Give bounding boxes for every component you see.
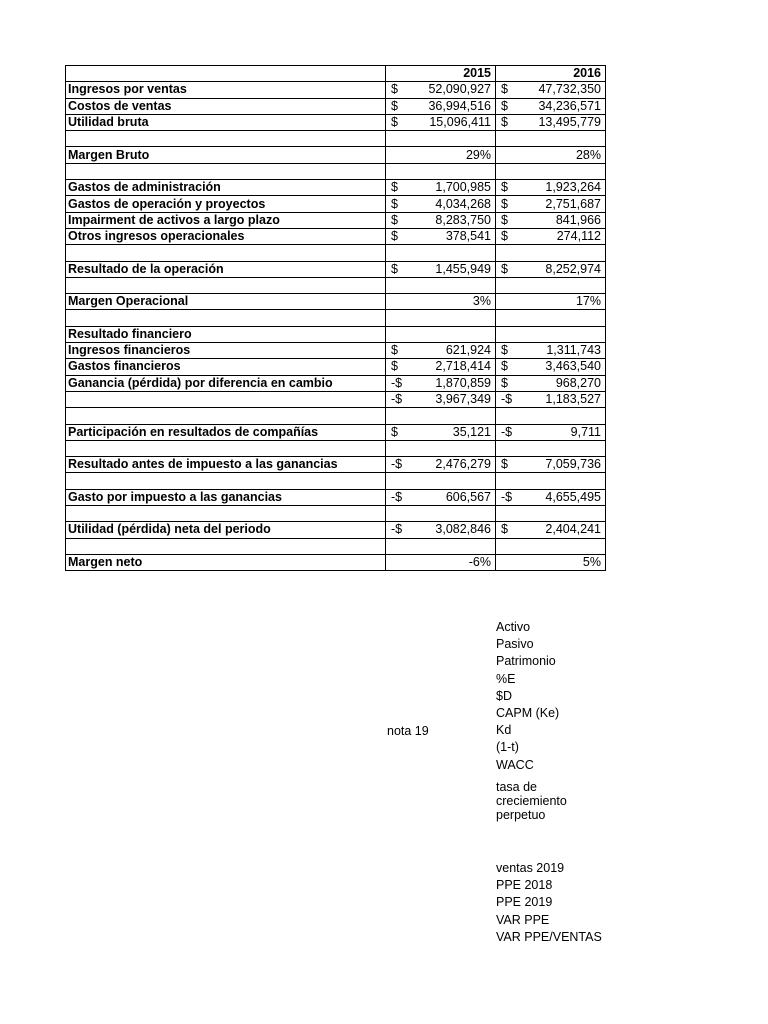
row-label-cell[interactable]: Margen Bruto: [66, 147, 386, 163]
table-row: [66, 326, 606, 342]
value-cell-2015[interactable]: [386, 261, 496, 277]
table-row: [66, 440, 606, 456]
row-label-cell[interactable]: Participación en resultados de compañías: [66, 424, 386, 440]
amount-value: 1,183,527: [545, 392, 601, 407]
currency-symbol: $: [391, 196, 398, 211]
value-cell-2015[interactable]: [386, 212, 496, 228]
amount-value: 1,311,743: [546, 343, 601, 358]
currency-symbol: -$: [391, 375, 403, 390]
value-cell-2016[interactable]: [496, 424, 606, 440]
value-cell-2016[interactable]: [496, 326, 606, 342]
table-row: [66, 538, 606, 554]
value-cell-2016[interactable]: [496, 408, 606, 424]
header-label-cell[interactable]: [66, 66, 386, 82]
currency-symbol: $: [391, 115, 398, 130]
row-label-cell[interactable]: [66, 310, 386, 326]
value-cell-2015[interactable]: [386, 457, 496, 473]
amount-value: 3,463,540: [545, 359, 601, 374]
row-label-cell[interactable]: [66, 440, 386, 456]
currency-symbol: $: [391, 261, 398, 276]
ppe-params-list: [496, 860, 602, 946]
value-cell-2016[interactable]: [496, 261, 606, 277]
currency-symbol: $: [391, 343, 398, 358]
table-row: [66, 196, 606, 212]
header-2015: 2015: [463, 66, 491, 81]
currency-symbol: $: [391, 82, 398, 97]
row-label-cell[interactable]: [66, 506, 386, 522]
table-row: [66, 163, 606, 179]
table-row: [66, 506, 606, 522]
value-cell-2016[interactable]: [496, 228, 606, 244]
header-2016-cell[interactable]: [496, 66, 606, 82]
value-cell-2016[interactable]: [496, 506, 606, 522]
amount-value: 17%: [575, 294, 601, 309]
amount-value: 35,121: [452, 424, 491, 439]
value-cell-2016[interactable]: [496, 147, 606, 163]
table-row: [66, 114, 606, 130]
table-row: [66, 489, 606, 505]
row-label-cell[interactable]: Ganancia (pérdida) por diferencia en cambio: [66, 375, 386, 391]
value-cell-2016[interactable]: [496, 375, 606, 391]
row-label-cell[interactable]: Resultado antes de impuesto a las ganancias: [66, 457, 386, 473]
value-cell-2016[interactable]: [496, 163, 606, 179]
row-label-cell[interactable]: Costos de ventas: [66, 98, 386, 114]
value-cell-2015[interactable]: [386, 180, 496, 196]
currency-symbol: $: [391, 180, 398, 195]
amount-value: 1,700,985: [435, 180, 491, 195]
amount-value: 8,252,974: [545, 261, 601, 276]
value-cell-2016[interactable]: [496, 554, 606, 570]
value-cell-2015[interactable]: [386, 245, 496, 261]
table-row: [66, 359, 606, 375]
row-label-cell[interactable]: Ingresos financieros: [66, 343, 386, 359]
table-row: [66, 375, 606, 391]
value-cell-2015[interactable]: [386, 228, 496, 244]
value-cell-2016[interactable]: [496, 538, 606, 554]
amount-value: 968,270: [555, 375, 601, 390]
table-row: [66, 147, 606, 163]
currency-symbol: $: [501, 229, 508, 244]
row-label-cell[interactable]: Margen Operacional: [66, 294, 386, 310]
row-label-cell[interactable]: [66, 277, 386, 293]
currency-symbol: $: [501, 98, 508, 113]
row-label-cell[interactable]: [66, 473, 386, 489]
amount-value: 9,711: [570, 424, 601, 439]
param-pasivo: Pasivo: [496, 637, 534, 652]
amount-value: 47,732,350: [538, 82, 601, 97]
value-cell-2016[interactable]: [496, 310, 606, 326]
currency-symbol: $: [501, 375, 508, 390]
value-cell-2016[interactable]: [496, 294, 606, 310]
amount-value: 5%: [582, 555, 601, 570]
value-cell-2016[interactable]: [496, 82, 606, 98]
row-label-cell[interactable]: Resultado de la operación: [66, 261, 386, 277]
table-row: [66, 131, 606, 147]
value-cell-2016[interactable]: [496, 473, 606, 489]
row-label-cell[interactable]: [66, 538, 386, 554]
amount-value: 3,082,846: [435, 522, 491, 537]
value-cell-2016[interactable]: [496, 457, 606, 473]
currency-symbol: -$: [391, 457, 403, 472]
amount-value: 3%: [472, 294, 491, 309]
amount-value: -6%: [468, 555, 491, 570]
currency-symbol: $: [501, 180, 508, 195]
currency-symbol: -$: [501, 489, 513, 504]
row-label-cell[interactable]: Otros ingresos operacionales: [66, 228, 386, 244]
value-cell-2016[interactable]: [496, 114, 606, 130]
wacc-params-list: [496, 619, 606, 822]
table-row: [66, 424, 606, 440]
amount-value: 378,541: [445, 229, 491, 244]
value-cell-2016[interactable]: [496, 131, 606, 147]
row-label-cell[interactable]: Margen neto: [66, 554, 386, 570]
header-row: [66, 66, 606, 82]
value-cell-2015[interactable]: [386, 375, 496, 391]
amount-value: 2,751,687: [545, 196, 601, 211]
value-cell-2016[interactable]: [496, 359, 606, 375]
row-label-cell[interactable]: Gastos financieros: [66, 359, 386, 375]
value-cell-2016[interactable]: [496, 343, 606, 359]
currency-symbol: -$: [501, 392, 513, 407]
amount-value: 29%: [465, 147, 491, 162]
row-label-cell[interactable]: Impairment de activos a largo plazo: [66, 212, 386, 228]
currency-symbol: $: [391, 212, 398, 227]
currency-symbol: $: [391, 424, 398, 439]
param-1-t: (1-t): [496, 740, 519, 755]
amount-value: 34,236,571: [538, 98, 601, 113]
row-label-cell[interactable]: [66, 163, 386, 179]
param-var-ppe: VAR PPE: [496, 912, 550, 927]
value-cell-2015[interactable]: [386, 82, 496, 98]
row-label-cell[interactable]: Utilidad bruta: [66, 114, 386, 130]
param-activo: Activo: [496, 620, 531, 634]
value-cell-2016[interactable]: [496, 245, 606, 261]
value-cell-2015[interactable]: [386, 424, 496, 440]
value-cell-2015[interactable]: [386, 522, 496, 538]
value-cell-2015[interactable]: [386, 408, 496, 424]
table-row: [66, 310, 606, 326]
table-row: [66, 457, 606, 473]
amount-value: 1,923,264: [545, 180, 601, 195]
table-row: [66, 261, 606, 277]
value-cell-2015[interactable]: [386, 196, 496, 212]
param-capm: CAPM (Ke): [496, 706, 560, 721]
value-cell-2015[interactable]: [386, 163, 496, 179]
amount-value: 621,924: [445, 343, 491, 358]
table-row: [66, 343, 606, 359]
value-cell-2016[interactable]: [496, 277, 606, 293]
table-row: [66, 294, 606, 310]
value-cell-2015[interactable]: [386, 277, 496, 293]
row-label-cell[interactable]: [66, 131, 386, 147]
currency-symbol: $: [501, 359, 508, 374]
amount-value: 1,870,859: [435, 375, 491, 390]
value-cell-2015[interactable]: [386, 440, 496, 456]
currency-symbol: $: [501, 522, 508, 537]
param-patrimonio: Patrimonio: [496, 654, 556, 669]
amount-value: 2,404,241: [545, 522, 601, 537]
amount-value: 4,655,495: [545, 489, 601, 504]
currency-symbol: $: [391, 98, 398, 113]
amount-value: 15,096,411: [429, 115, 491, 130]
table-row: [66, 212, 606, 228]
value-cell-2015[interactable]: [386, 343, 496, 359]
table-row: [66, 473, 606, 489]
currency-symbol: $: [501, 82, 508, 97]
header-2016: 2016: [573, 66, 601, 81]
currency-symbol: -$: [501, 424, 513, 439]
row-label-cell[interactable]: Resultado financiero: [66, 326, 386, 342]
nota-label: nota 19: [387, 724, 429, 738]
amount-value: 274,112: [556, 229, 601, 244]
amount-value: 841,966: [555, 212, 601, 227]
value-cell-2015[interactable]: [386, 538, 496, 554]
row-label-cell[interactable]: [66, 245, 386, 261]
currency-symbol: $: [501, 457, 508, 472]
value-cell-2016[interactable]: [496, 391, 606, 407]
amount-value: 36,994,516: [428, 98, 491, 113]
row-label-cell[interactable]: Utilidad (pérdida) neta del periodo: [66, 522, 386, 538]
value-cell-2015[interactable]: [386, 554, 496, 570]
param-growth-rate: tasa de creciemiento perpetuo: [496, 779, 567, 822]
currency-symbol: $: [501, 343, 508, 358]
header-2015-cell[interactable]: [386, 66, 496, 82]
value-cell-2015[interactable]: [386, 98, 496, 114]
value-cell-2015[interactable]: [386, 359, 496, 375]
currency-symbol: $: [391, 359, 398, 374]
value-cell-2016[interactable]: [496, 212, 606, 228]
table-row: [66, 408, 606, 424]
value-cell-2015[interactable]: [386, 506, 496, 522]
amount-value: 2,476,279: [435, 457, 491, 472]
amount-value: 13,495,779: [538, 115, 601, 130]
currency-symbol: $: [501, 261, 508, 276]
row-label-cell[interactable]: Ingresos por ventas: [66, 82, 386, 98]
value-cell-2015[interactable]: [386, 147, 496, 163]
param-d: $D: [496, 688, 512, 703]
value-cell-2015[interactable]: [386, 326, 496, 342]
amount-value: 28%: [575, 147, 601, 162]
param-ppe-2019: PPE 2019: [496, 895, 553, 910]
value-cell-2015[interactable]: [386, 310, 496, 326]
table-row: [66, 245, 606, 261]
value-cell-2016[interactable]: [496, 196, 606, 212]
value-cell-2016[interactable]: [496, 180, 606, 196]
value-cell-2016[interactable]: [496, 489, 606, 505]
amount-value: 8,283,750: [435, 212, 491, 227]
value-cell-2015[interactable]: [386, 131, 496, 147]
value-cell-2015[interactable]: [386, 114, 496, 130]
currency-symbol: -$: [391, 392, 403, 407]
amount-value: 2,718,414: [435, 359, 491, 374]
table-body: [66, 66, 606, 571]
table-row: [66, 180, 606, 196]
table-row: [66, 82, 606, 98]
amount-value: 52,090,927: [428, 82, 491, 97]
param-ppe-2018: PPE 2018: [496, 878, 553, 893]
currency-symbol: -$: [391, 489, 403, 504]
amount-value: 606,567: [445, 489, 491, 504]
param-wacc: WACC: [496, 757, 534, 772]
row-label-cell[interactable]: [66, 408, 386, 424]
table-row: [66, 277, 606, 293]
currency-symbol: $: [501, 115, 508, 130]
table-row: [66, 98, 606, 114]
value-cell-2015[interactable]: [386, 473, 496, 489]
currency-symbol: $: [391, 229, 398, 244]
currency-symbol: $: [501, 212, 508, 227]
currency-symbol: $: [501, 196, 508, 211]
param-ventas-2019: ventas 2019: [496, 861, 565, 875]
value-cell-2016[interactable]: [496, 522, 606, 538]
param-kd: Kd: [496, 723, 512, 738]
amount-value: 7,059,736: [545, 457, 601, 472]
param-pct-e: %E: [496, 671, 516, 686]
value-cell-2016[interactable]: [496, 98, 606, 114]
currency-symbol: -$: [391, 522, 403, 537]
table-row: [66, 554, 606, 570]
amount-value: 1,455,949: [435, 261, 491, 276]
param-var-ppe-ventas: VAR PPE/VENTAS: [496, 929, 602, 944]
value-cell-2016[interactable]: [496, 440, 606, 456]
table-row: [66, 391, 606, 407]
value-cell-2015[interactable]: [386, 294, 496, 310]
value-cell-2015[interactable]: [386, 391, 496, 407]
value-cell-2015[interactable]: [386, 489, 496, 505]
amount-value: 4,034,268: [435, 196, 491, 211]
income-statement-table: [65, 65, 606, 571]
row-label-cell[interactable]: Gastos de administración: [66, 180, 386, 196]
row-label-cell[interactable]: [66, 391, 386, 407]
table-row: [66, 522, 606, 538]
table-row: [66, 228, 606, 244]
row-label-cell[interactable]: Gasto por impuesto a las ganancias: [66, 489, 386, 505]
amount-value: 3,967,349: [435, 392, 491, 407]
row-label-cell[interactable]: Gastos de operación y proyectos: [66, 196, 386, 212]
